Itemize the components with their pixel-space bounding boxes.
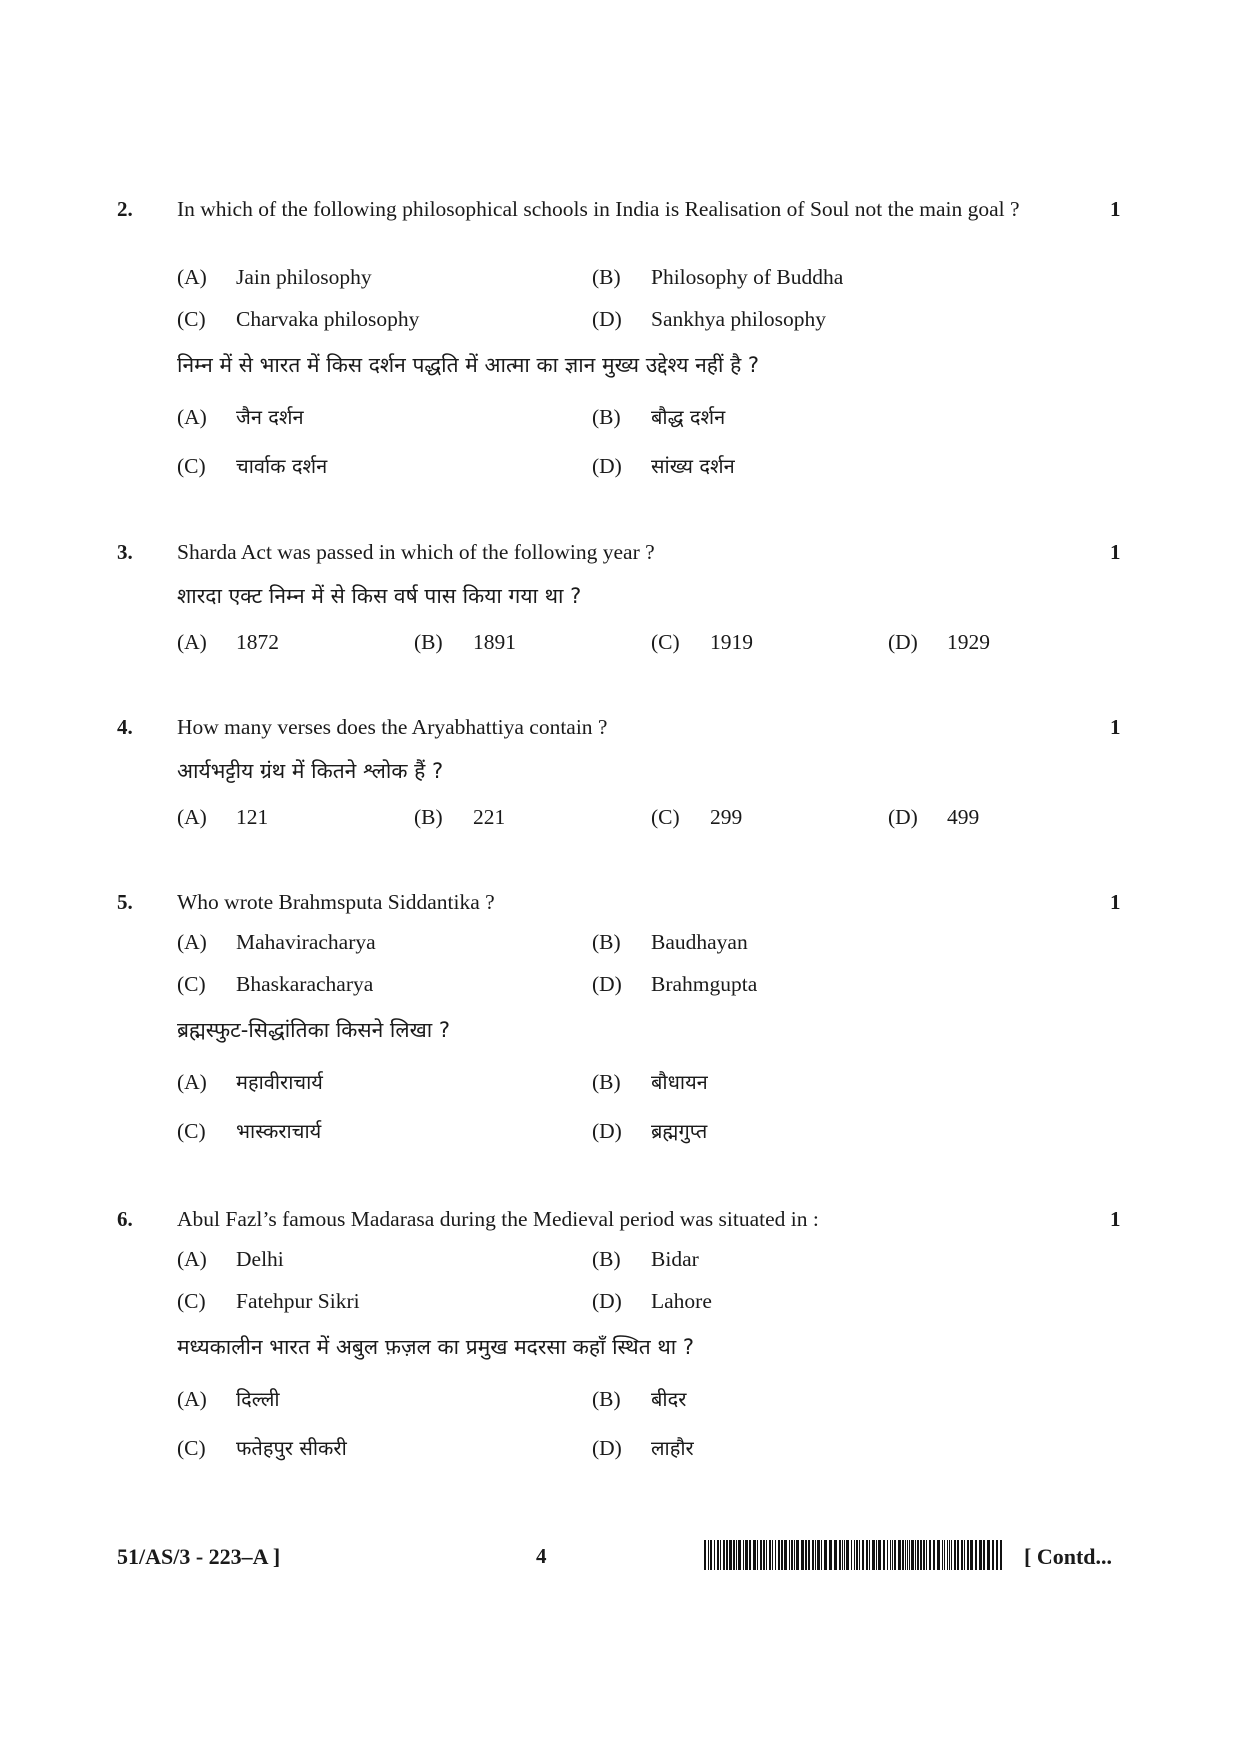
question-marks: 1 <box>1110 540 1121 564</box>
question-text-hi: मध्यकालीन भारत में अबुल फ़ज़ल का प्रमुख मदरसा कहाँ स्थित था ? <box>177 1335 695 1359</box>
option-d-hi: (D) ब्रह्मगुप्त <box>592 1119 708 1143</box>
option-d-hi: (D) सांख्य दर्शन <box>592 454 735 478</box>
option-b-hi: (B) बौद्ध दर्शन <box>592 405 726 429</box>
option-d-hi: (D) लाहौर <box>592 1436 694 1460</box>
question-text-en: Who wrote Brahmsputa Siddantika ? <box>177 890 495 914</box>
question-text-hi: निम्न में से भारत में किस दर्शन पद्धति में आत्मा का ज्ञान मुख्य उद्देश्य नहीं है ? <box>177 353 760 377</box>
question-text-hi: ब्रह्मस्फुट-सिद्धांतिका किसने लिखा ? <box>177 1018 451 1042</box>
question-number: 5. <box>117 890 133 914</box>
question-text-en: Abul Fazl’s famous Madarasa during the Medieval period was situated in : <box>177 1207 819 1231</box>
option-b: (B) 1891 <box>414 630 516 654</box>
option-c-hi: (C) चार्वाक दर्शन <box>177 454 328 478</box>
question-number: 6. <box>117 1207 133 1231</box>
option-d-en: (D) Brahmgupta <box>592 972 758 996</box>
option-c-hi: (C) फतेहपुर सीकरी <box>177 1436 347 1460</box>
question-number: 3. <box>117 540 133 564</box>
question-text-en: In which of the following philosophical schools in India is Realisation of Soul not the main goal ? <box>177 197 1020 221</box>
option-b: (B) 221 <box>414 805 506 829</box>
question-text-en: How many verses does the Aryabhattiya contain ? <box>177 715 608 739</box>
question-marks: 1 <box>1110 890 1121 914</box>
page-footer <box>0 1540 1240 1580</box>
paper-code: 51/AS/3 - 223–A ] <box>117 1544 281 1569</box>
option-c-en: (C) Bhaskaracharya <box>177 972 374 996</box>
question-text-en: Sharda Act was passed in which of the following year ? <box>177 540 655 564</box>
option-c-en: (C) Fatehpur Sikri <box>177 1289 360 1313</box>
option-c: (C) 299 <box>651 805 743 829</box>
option-a-hi: (A) जैन दर्शन <box>177 405 304 429</box>
option-d: (D) 1929 <box>888 630 990 654</box>
question-marks: 1 <box>1110 1207 1121 1231</box>
option-b-en: (B) Bidar <box>592 1247 699 1271</box>
option-a: (A) 121 <box>177 805 269 829</box>
option-c: (C) 1919 <box>651 630 753 654</box>
option-a-hi: (A) दिल्ली <box>177 1387 280 1411</box>
continued-label: [ Contd... <box>1024 1544 1113 1569</box>
option-a-hi: (A) महावीराचार्य <box>177 1070 323 1094</box>
option-d: (D) 499 <box>888 805 980 829</box>
option-d-en: (D) Lahore <box>592 1289 712 1313</box>
option-b-hi: (B) बौधायन <box>592 1070 708 1094</box>
option-c-hi: (C) भास्कराचार्य <box>177 1119 322 1143</box>
option-a-en: (A) Delhi <box>177 1247 284 1271</box>
question-marks: 1 <box>1110 715 1121 739</box>
question-number: 2. <box>117 197 133 221</box>
option-a: (A) 1872 <box>177 630 279 654</box>
question-text-hi: शारदा एक्ट निम्न में से किस वर्ष पास किया गया था ? <box>177 584 582 608</box>
question-text-hi: आर्यभट्टीय ग्रंथ में कितने श्लोक हैं ? <box>177 759 444 783</box>
option-d-en: (D) Sankhya philosophy <box>592 307 826 331</box>
option-b-hi: (B) बीदर <box>592 1387 687 1411</box>
question-marks: 1 <box>1110 197 1121 221</box>
question-number: 4. <box>117 715 133 739</box>
page-number: 4 <box>536 1544 547 1568</box>
option-b-en: (B) Philosophy of Buddha <box>592 265 844 289</box>
option-c-en: (C) Charvaka philosophy <box>177 307 420 331</box>
barcode <box>704 1540 1004 1570</box>
option-a-en: (A) Mahaviracharya <box>177 930 376 954</box>
option-b-en: (B) Baudhayan <box>592 930 748 954</box>
option-a-en: (A) Jain philosophy <box>177 265 372 289</box>
